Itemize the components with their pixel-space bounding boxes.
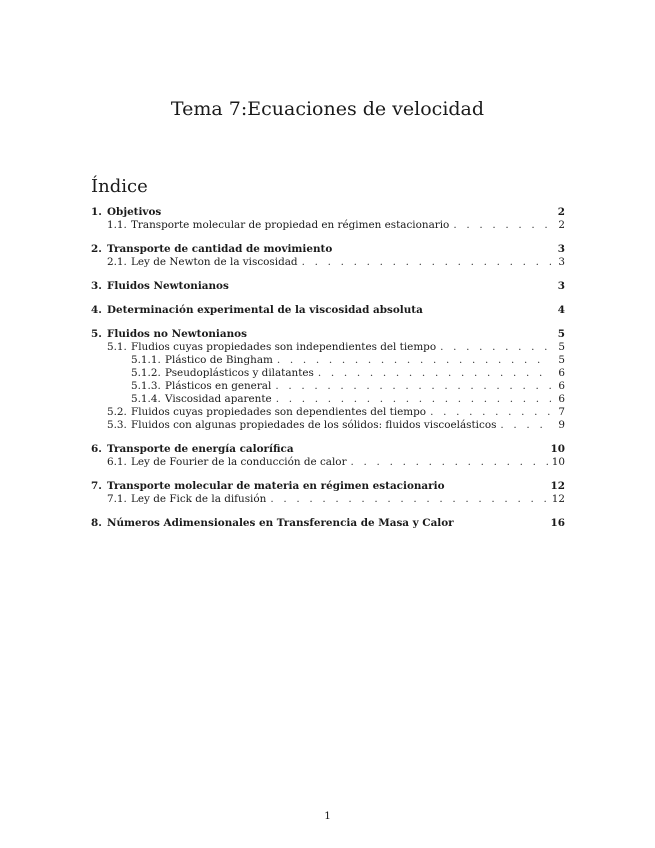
toc-dot-leader	[318, 367, 551, 380]
toc-entry-label: Transporte de cantidad de movimiento	[107, 243, 333, 255]
toc-entry-number: 7.1.	[107, 493, 127, 505]
toc-entry[interactable]	[91, 242, 565, 256]
toc-entry-number: 8.	[91, 517, 102, 529]
toc-entry-number: 2.1.	[107, 256, 127, 268]
page-number: 1	[324, 810, 331, 822]
toc-entry-number: 5.1.4.	[131, 393, 161, 405]
toc-entry-page: 2	[557, 206, 565, 218]
toc-entry[interactable]	[91, 516, 565, 530]
toc-entry-page: 6	[558, 367, 565, 379]
toc-entry-number: 1.1.	[107, 219, 127, 231]
toc-entry-label: Fluidos cuyas propiedades son dependientes del tiempo	[131, 406, 427, 418]
toc-entry[interactable]	[91, 279, 565, 293]
toc-entry-label: Ley de Newton de la viscosidad	[131, 256, 298, 268]
toc-entry-label: Fluidos no Newtonianos	[107, 328, 247, 340]
toc-entry-page: 5	[557, 328, 565, 340]
toc-dot-leader	[277, 354, 551, 367]
toc-dot-leader	[302, 256, 551, 269]
toc-entry-number: 4.	[91, 304, 102, 316]
toc-dot-leader	[500, 419, 551, 432]
toc-entry-page: 12	[551, 493, 565, 505]
toc-entry-number: 5.2.	[107, 406, 127, 418]
toc-entry-label: Transporte molecular de materia en régimen estacionario	[107, 480, 445, 492]
toc-entry-label: Viscosidad aparente	[165, 393, 272, 405]
toc-entry[interactable]	[91, 354, 565, 367]
toc-entry-number: 6.	[91, 443, 102, 455]
toc-dot-leader	[270, 493, 547, 506]
toc-entry[interactable]	[91, 493, 565, 506]
toc-entry-page: 5	[558, 341, 565, 353]
toc-entry-number: 5.	[91, 328, 102, 340]
toc-entry-page: 7	[558, 406, 565, 418]
toc-dot-leader	[276, 393, 551, 406]
toc-entry-page: 10	[551, 456, 565, 468]
toc-entry-label: Determinación experimental de la viscosidad absoluta	[107, 304, 423, 316]
toc-entry-page: 6	[558, 393, 565, 405]
toc-entry-page: 2	[558, 219, 565, 231]
table-of-contents	[91, 205, 565, 530]
toc-entry-label: Fluidos Newtonianos	[107, 280, 229, 292]
toc-entry[interactable]	[91, 219, 565, 232]
toc-entry[interactable]	[91, 256, 565, 269]
toc-dot-leader	[453, 219, 551, 232]
toc-entry-number: 2.	[91, 243, 102, 255]
toc-dot-leader	[440, 341, 551, 354]
toc-entry-label: Transporte molecular de propiedad en régimen estacionario	[131, 219, 450, 231]
toc-entry-page: 16	[550, 517, 565, 529]
toc-entry-number: 1.	[91, 206, 102, 218]
toc-entry[interactable]	[91, 406, 565, 419]
toc-entry-page: 3	[557, 280, 565, 292]
toc-entry-label: Fluidos con algunas propiedades de los sólidos: fluidos viscoelásticos	[131, 419, 497, 431]
toc-entry-number: 7.	[91, 480, 102, 492]
toc-dot-leader	[351, 456, 548, 469]
toc-entry-page: 3	[557, 243, 565, 255]
toc-entry[interactable]	[91, 205, 565, 219]
toc-entry-label: Ley de Fick de la difusión	[131, 493, 267, 505]
toc-entry-number: 5.1.1.	[131, 354, 161, 366]
toc-entry-label: Plástico de Bingham	[165, 354, 273, 366]
toc-entry[interactable]	[91, 303, 565, 317]
toc-entry-page: 3	[558, 256, 565, 268]
toc-entry[interactable]	[91, 367, 565, 380]
toc-entry-label: Pseudoplásticos y dilatantes	[165, 367, 314, 379]
toc-entry[interactable]	[91, 327, 565, 341]
toc-entry[interactable]	[91, 380, 565, 393]
toc-entry-label: Ley de Fourier de la conducción de calor	[131, 456, 347, 468]
toc-entry-number: 6.1.	[107, 456, 127, 468]
toc-entry-number: 5.1.	[107, 341, 127, 353]
toc-entry-number: 5.1.2.	[131, 367, 161, 379]
toc-entry-page: 10	[550, 443, 565, 455]
toc-entry[interactable]	[91, 442, 565, 456]
toc-entry[interactable]	[91, 456, 565, 469]
toc-entry-page: 6	[558, 380, 565, 392]
toc-entry-number: 5.3.	[107, 419, 127, 431]
toc-heading: Índice	[91, 176, 148, 197]
toc-dot-leader	[430, 406, 551, 419]
toc-entry-number: 3.	[91, 280, 102, 292]
toc-entry-label: Plásticos en general	[165, 380, 272, 392]
toc-entry-page: 5	[558, 354, 565, 366]
toc-entry[interactable]	[91, 479, 565, 493]
toc-entry-page: 4	[557, 304, 565, 316]
toc-entry-label: Números Adimensionales en Transferencia de Masa y Calor	[107, 517, 454, 529]
toc-entry-page: 12	[550, 480, 565, 492]
toc-entry[interactable]	[91, 393, 565, 406]
toc-entry-label: Transporte de energía calorífica	[107, 443, 294, 455]
document-title: Tema 7:Ecuaciones de velocidad	[170, 98, 485, 120]
toc-entry-label: Fludios cuyas propiedades son independientes del tiempo	[131, 341, 437, 353]
toc-entry-page: 9	[558, 419, 565, 431]
toc-entry[interactable]	[91, 341, 565, 354]
toc-entry-number: 5.1.3.	[131, 380, 161, 392]
toc-entry[interactable]	[91, 419, 565, 432]
toc-dot-leader	[275, 380, 551, 393]
toc-entry-label: Objetivos	[107, 206, 162, 218]
